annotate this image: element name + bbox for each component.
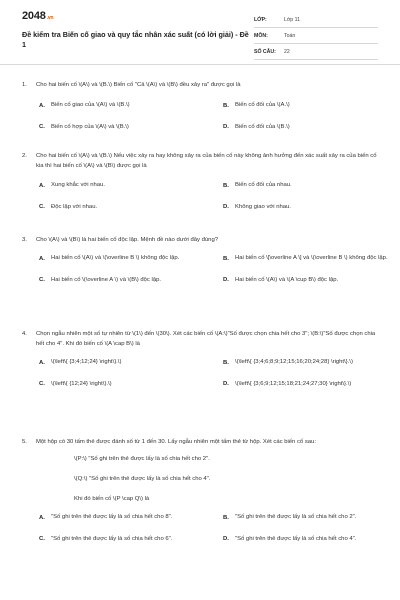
option-d[interactable] <box>223 276 397 286</box>
option-c[interactable] <box>39 276 213 286</box>
option-d[interactable] <box>223 123 397 133</box>
option-key: C. <box>39 381 45 388</box>
option-key: D. <box>223 536 229 543</box>
option-key: D. <box>223 124 229 131</box>
option-key: A. <box>39 359 45 366</box>
option-key: D. <box>223 277 229 284</box>
option-c[interactable] <box>39 123 213 133</box>
question-prompt: Khi đó biến cố \(P \cap Q\) là <box>74 496 150 502</box>
logo-suffix: .vn <box>46 15 54 21</box>
exam-info-table <box>254 12 378 60</box>
question-number: 4. <box>22 331 27 337</box>
option-key: A. <box>39 514 45 521</box>
option-key: B. <box>223 514 229 521</box>
option-text: Độc lập với nhau. <box>51 203 98 210</box>
info-row-grade <box>254 12 378 28</box>
option-text: \(\left\{ {3;4;6;8;9;12;15;16;20;24;28} \right\}.\) <box>235 359 353 365</box>
option-text: Biến cố đối của nhau. <box>235 182 292 188</box>
question-number: 3. <box>22 237 27 243</box>
option-a[interactable] <box>39 513 213 523</box>
option-text: "Số ghi trên thẻ được lấy là số chia hết cho 2". <box>235 514 357 520</box>
option-text: Biến cố đối của \(A.\) <box>235 102 290 108</box>
site-logo[interactable] <box>22 10 53 22</box>
option-d[interactable] <box>223 380 397 390</box>
option-text: Hai biến cố \(\overline A \) và \(B\) độc lập. <box>51 276 162 283</box>
option-key: C. <box>39 277 45 284</box>
option-key: D. <box>223 204 229 211</box>
option-d[interactable] <box>223 535 397 545</box>
logo-text: 2048 <box>22 10 46 22</box>
option-text: "Số ghi trên thẻ được lấy là số chia hết cho 8". <box>51 514 173 520</box>
document-header <box>0 0 400 65</box>
info-label: MÔN: <box>254 32 268 39</box>
option-text: \(\left\{ {3;6;9;12;15;18;21;24;27;30} \right\}.\) <box>235 380 352 387</box>
option-key: D. <box>223 381 229 388</box>
info-value: Toán <box>284 32 296 39</box>
question-number: 2. <box>22 153 27 159</box>
option-key: B. <box>223 182 229 189</box>
option-key: C. <box>39 124 45 131</box>
info-value: Lớp 11 <box>284 16 300 23</box>
info-label: LỚP: <box>254 16 267 23</box>
option-text: "Số ghi trên thẻ được lấy là số chia hết cho 4". <box>235 535 357 542</box>
option-key: B. <box>223 102 229 109</box>
option-b[interactable] <box>223 254 397 264</box>
question-5 <box>22 437 380 544</box>
option-text: Hai biến cố \(A\) và \(\overline B \) không độc lập. <box>51 255 180 261</box>
option-key: B. <box>223 255 229 262</box>
option-b[interactable] <box>223 101 397 111</box>
option-b[interactable] <box>223 358 397 368</box>
options-grid <box>39 358 380 389</box>
option-text: \(\left\{ {12;24} \right\}.\) <box>51 380 112 387</box>
question-number: 1. <box>22 82 27 88</box>
option-text: Không giao với nhau. <box>235 203 291 210</box>
option-a[interactable] <box>39 101 213 111</box>
option-b[interactable] <box>223 181 397 191</box>
option-text: Biến cố giao của \(A\) và \(B.\) <box>51 102 130 108</box>
question-stem: Cho hai biến cố \(A\) và \(B.\) Nếu việc xảy ra hay không xảy ra của biến cố này không ảnh hưởng đến xác suất xảy ra của biến cố kia thì hai biến cố \(A\) và \(B\) được gọi là <box>36 153 377 169</box>
question-stem: Cho \(A\) và \(B\) là hai biến cố độc lập. Mệnh đề nào dưới đây đúng? <box>36 237 219 243</box>
option-text: Xung khắc với nhau. <box>51 182 105 188</box>
option-a[interactable] <box>39 181 213 191</box>
option-text: Biến cố đối của \(B.\) <box>235 123 290 130</box>
info-row-subject <box>254 28 378 44</box>
options-grid <box>39 513 380 544</box>
question-stem: Cho hai biến cố \(A\) và \(B.\) Biến cố "Cả \(A\) và \(B\) đều xảy ra" được gọi là <box>36 82 241 88</box>
info-value: 22 <box>284 48 290 55</box>
option-a[interactable] <box>39 254 213 264</box>
event-p-definition: \(P:\) "Số ghi trên thẻ được lấy là số chia hết cho 2". <box>74 456 210 462</box>
options-grid <box>39 101 380 132</box>
option-c[interactable] <box>39 535 213 545</box>
option-key: A. <box>39 102 45 109</box>
option-d[interactable] <box>223 203 397 213</box>
option-b[interactable] <box>223 513 397 523</box>
question-3 <box>22 235 388 285</box>
option-key: A. <box>39 255 45 262</box>
question-1 <box>22 80 380 132</box>
info-label: SỐ CÂU: <box>254 48 276 55</box>
option-a[interactable] <box>39 358 213 368</box>
option-c[interactable] <box>39 203 213 213</box>
option-text: Hai biến cố \[\overline A \] và \(\overline B \) không độc lập. <box>235 255 388 261</box>
question-stem: Một hộp có 30 tấm thẻ được đánh số từ 1 đến 30. Lấy ngẫu nhiên một tấm thẻ từ hộp. Xét các biến cố sau: <box>36 439 316 445</box>
question-number: 5. <box>22 439 27 445</box>
info-row-question-count <box>254 44 378 60</box>
option-c[interactable] <box>39 380 213 390</box>
question-2 <box>22 151 380 212</box>
option-text: Biến cố hợp của \(A\) và \(B.\) <box>51 123 129 130</box>
question-4 <box>22 329 380 389</box>
option-key: A. <box>39 182 45 189</box>
option-key: B. <box>223 359 229 366</box>
option-text: \(\left\{ {3;4;12;24} \right\}.\) <box>51 359 122 365</box>
question-stem: Chọn ngẫu nhiên một số tự nhiên từ \(1\) đến \(30\). Xét các biến cố \(A:\)"Số được chọn chia hết cho 3"; \(B:\)"Số được chọn chia hết cho 4". Khi đó biến cố \(A \cap B\) là <box>36 331 376 347</box>
options-grid <box>39 181 380 212</box>
option-text: Hai biến cố \(A\) và \(A \cup B\) độc lập. <box>235 276 339 283</box>
option-key: C. <box>39 536 45 543</box>
options-grid <box>39 254 388 285</box>
event-q-definition: \(Q:\) "Số ghi trên thẻ được lấy là số chia hết cho 4". <box>74 476 211 482</box>
exam-title: Đề kiểm tra Biến cố giao và quy tắc nhân xác suất (có lời giải) - Đề 1 <box>22 30 249 49</box>
option-key: C. <box>39 204 45 211</box>
option-text: "Số ghi trên thẻ được lấy là số chia hết cho 6". <box>51 535 173 542</box>
